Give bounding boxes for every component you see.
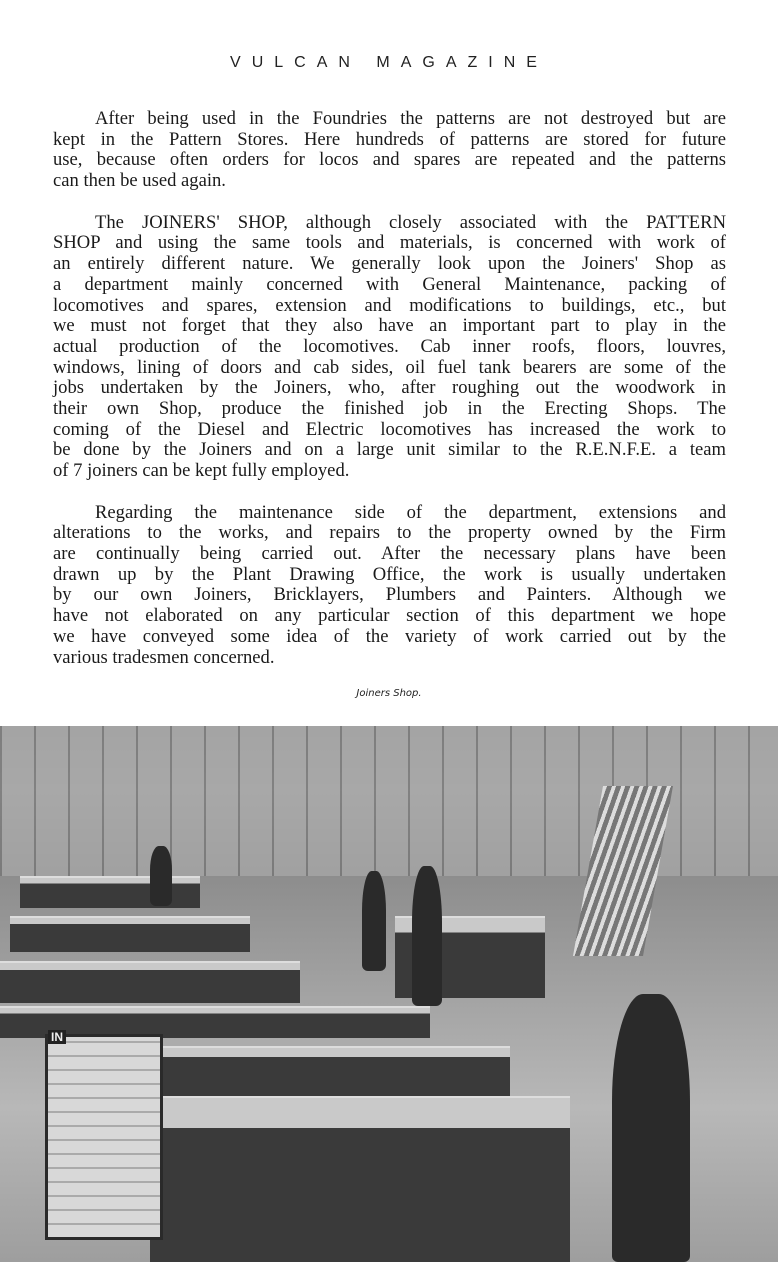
running-header: VULCAN MAGAZINE [230,54,548,71]
article-body [53,109,726,689]
text-line: locomotives and spares, extension and modifications to buildings, etc., but [53,294,726,316]
text-line: kept in the Pattern Stores. Here hundreds of patterns are stored for future [53,128,726,150]
photo-bench [10,916,250,952]
photo-bench [20,876,200,908]
joiners-shop-photo [0,726,778,1262]
text-line: drawn up by the Plant Drawing Office, the work is usually undertaken [53,563,726,585]
photo-board-label: IN [48,1030,66,1044]
text-line: by our own Joiners, Bricklayers, Plumbers and Painters. Although we [53,584,726,606]
text-line: can then be used again. [53,170,226,192]
photo-worker [150,846,172,906]
text-line: a department mainly concerned with General Maintenance, packing of [53,273,726,295]
text-line: of 7 joiners can be kept fully employed. [53,460,350,481]
text-line: After being used in the Foundries the patterns are not destroyed but are [95,108,726,129]
text-line: alterations to the works, and repairs to the property owned by the Firm [53,522,726,544]
text-line: coming of the Diesel and Electric locomotives has increased the work to [53,418,726,440]
text-line: Regarding the maintenance side of the department, extensions and [95,501,726,523]
text-line: use, because often orders for locos and spares are repeated and the patterns [53,149,726,171]
photo-worker [362,871,386,971]
photo-worker [412,866,442,1006]
text-line: The JOINERS' SHOP, although closely associated with the PATTERN [95,211,726,233]
photo-bench [130,1046,510,1098]
text-line: their own Shop, produce the finished job in the Erecting Shops. The [53,397,726,419]
text-line: jobs undertaken by the Joiners, who, after roughing out the woodwork in [53,377,726,399]
paragraph [53,503,726,669]
text-line: have not elaborated on any particular section of this department we hope [53,605,726,627]
text-line: we must not forget that they also have an important part to play in the [53,315,726,337]
text-line: actual production of the locomotives. Cab inner roofs, floors, louvres, [53,335,726,357]
photo-bench [0,961,300,1003]
text-line: various tradesmen concerned. [53,646,275,668]
text-line: we have conveyed some idea of the variety of work carried out by the [53,625,726,647]
text-line: are continually being carried out. After the necessary plans have been [53,543,726,565]
paragraph [53,109,726,192]
text-line: windows, lining of doors and cab sides, oil fuel tank bearers are some of the [53,356,726,378]
paragraph [53,213,726,482]
text-line: an entirely different nature. We generally look upon the Joiners' Shop as [53,253,726,275]
text-line: SHOP and using the same tools and materials, is concerned with work of [53,232,726,254]
photo-attendance-board [45,1034,163,1240]
photo-bench [150,1096,570,1262]
photo-caption: Joiners Shop. [356,688,422,699]
text-line: be done by the Joiners and on a large unit similar to the R.E.N.F.E. a team [53,439,726,461]
photo-worker [612,994,690,1262]
